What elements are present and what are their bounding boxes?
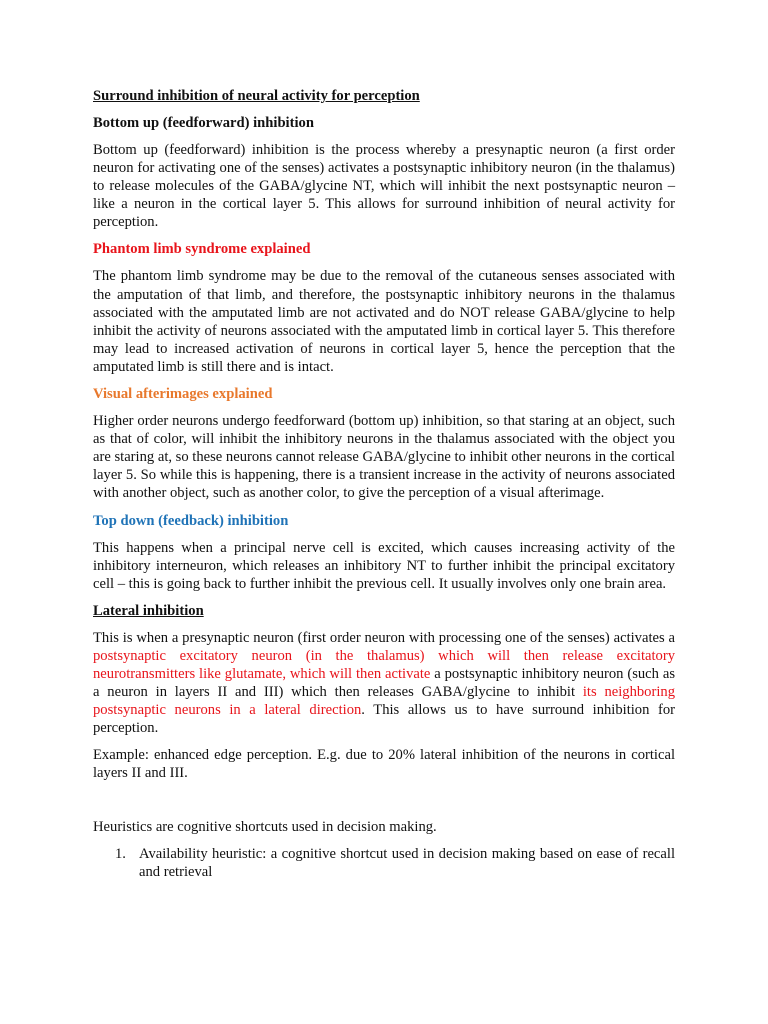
heuristics-intro: Heuristics are cognitive shortcuts used in decision making. bbox=[93, 818, 437, 835]
lateral-inhibition-example: Example: enhanced edge perception. E.g. due to 20% lateral inhibition of the neurons in cortical layers II and III. bbox=[93, 747, 675, 782]
lateral-text-part-1: This is when a presynaptic neuron (first order neuron with processing one of the senses) activates a bbox=[93, 629, 675, 646]
section-body-lateral-inhibition bbox=[93, 629, 675, 738]
section-body-visual-afterimages: Higher order neurons undergo feedforward (bottom up) inhibition, so that staring at an object, such as that of color, will inhibit the inhibitory neurons in the thalamus associated with the object you are staring at, so these neurons cannot release GABA/glycine to inhibit other neurons in the cortical layer 5. So while this is happening, there is a transient increase in the activity of neurons associated with another object, such as another color, to give the perception of a visual afterimage. bbox=[93, 413, 675, 502]
spacer bbox=[93, 792, 675, 818]
section-heading-top-down: Top down (feedback) inhibition bbox=[93, 512, 289, 529]
section-heading-visual-afterimages: Visual afterimages explained bbox=[93, 386, 273, 403]
section-heading-lateral-inhibition: Lateral inhibition bbox=[93, 602, 204, 619]
lateral-highlight-2: its neighboring postsynaptic neurons in a lateral direction bbox=[93, 684, 675, 719]
lateral-text-part-3: . This allows us to have surround inhibition for perception. bbox=[93, 702, 676, 737]
section-body-bottom-up: Bottom up (feedforward) inhibition is the process whereby a presynaptic neuron (a first order neuron for activating one of the senses) activates a postsynaptic inhibitory neuron (in the thalamus) to release molecules of the GABA/glycine NT, which will inhibit the next postsynaptic neuron – like a neuron in the cortical layer 5. This allows for surround inhibition of neural activity for perception. bbox=[93, 142, 675, 231]
lateral-text-part-2: a postsynaptic inhibitory neuron (such as a neuron in layers II and III) which then releases GABA/glycine to inhibit bbox=[93, 665, 675, 701]
section-heading-bottom-up: Bottom up (feedforward) inhibition bbox=[93, 115, 314, 131]
section-body-phantom-limb: The phantom limb syndrome may be due to the removal of the cutaneous senses associated with the amputation of that limb, and therefore, the postsynaptic inhibitory neurons in the thalamus associated with the amputated limb are not activated and do NOT release GABA/glycine to help inhibit the activity of neurons associated with the amputated limb in cortical layer 5. This therefore may lead to increased activation of neurons in cortical layer 5, hence the perception that the amputated limb is still there and is intact. bbox=[93, 268, 675, 375]
lateral-highlight-1: postsynaptic excitatory neuron (in the thalamus) which will then release excitatory neurotransmitters like glutamate, which will then activate bbox=[93, 647, 675, 682]
list-item-number: 1. bbox=[115, 845, 126, 862]
list-item-text: Availability heuristic: a cognitive shortcut used in decision making based on ease of recall and retrieval bbox=[139, 845, 675, 880]
section-heading-phantom-limb: Phantom limb syndrome explained bbox=[93, 241, 311, 258]
section-body-top-down: This happens when a principal nerve cell is excited, which causes increasing activity of the inhibitory interneuron, which releases an inhibitory NT to further inhibit the principal excitatory cell – this is going back to further inhibit the previous cell. It usually involves only one brain area. bbox=[93, 539, 675, 592]
document-title: Surround inhibition of neural activity for perception bbox=[93, 88, 420, 104]
list-item bbox=[115, 845, 675, 881]
